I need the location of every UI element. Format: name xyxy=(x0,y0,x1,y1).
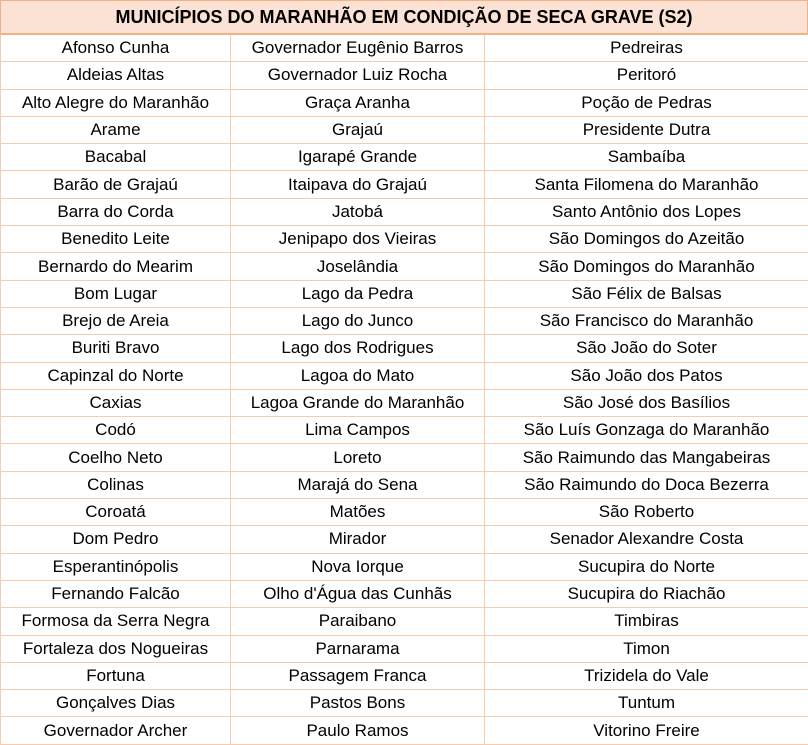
municipality-cell[interactable]: Graça Aranha xyxy=(231,89,485,116)
municipality-cell[interactable]: Barão de Grajaú xyxy=(1,171,231,198)
table-title: MUNICÍPIOS DO MARANHÃO EM CONDIÇÃO DE SECA GRAVE (S2) xyxy=(0,0,808,34)
municipality-cell[interactable]: Joselândia xyxy=(231,253,485,280)
table-row xyxy=(1,526,808,553)
municipality-cell[interactable]: Timon xyxy=(485,635,808,662)
municipality-cell[interactable]: Governador Eugênio Barros xyxy=(231,35,485,62)
municipality-cell[interactable]: Parnarama xyxy=(231,635,485,662)
table-row xyxy=(1,499,808,526)
municipality-cell[interactable]: Caxias xyxy=(1,389,231,416)
municipality-cell[interactable]: Afonso Cunha xyxy=(1,35,231,62)
municipality-cell[interactable]: Lagoa do Mato xyxy=(231,362,485,389)
municipality-cell[interactable]: Lago do Junco xyxy=(231,307,485,334)
table-row xyxy=(1,226,808,253)
municipality-cell[interactable]: Matões xyxy=(231,499,485,526)
municipality-cell[interactable]: Igarapé Grande xyxy=(231,144,485,171)
table-row xyxy=(1,444,808,471)
table-row xyxy=(1,253,808,280)
municipality-cell[interactable]: Fortuna xyxy=(1,662,231,689)
table-row xyxy=(1,553,808,580)
municipality-cell[interactable]: Vitorino Freire xyxy=(485,717,808,744)
municipality-cell[interactable]: Governador Archer xyxy=(1,717,231,744)
table-row xyxy=(1,89,808,116)
municipality-cell[interactable]: Sucupira do Norte xyxy=(485,553,808,580)
table-body xyxy=(1,35,808,744)
municipality-cell[interactable]: São Roberto xyxy=(485,499,808,526)
municipality-cell[interactable]: Timbiras xyxy=(485,608,808,635)
municipality-cell[interactable]: Santa Filomena do Maranhão xyxy=(485,171,808,198)
table-row xyxy=(1,662,808,689)
municipality-cell[interactable]: Passagem Franca xyxy=(231,662,485,689)
municipality-cell[interactable]: Fernando Falcão xyxy=(1,580,231,607)
municipality-cell[interactable]: Nova Iorque xyxy=(231,553,485,580)
municipality-cell[interactable]: Sambaíba xyxy=(485,144,808,171)
table-row xyxy=(1,389,808,416)
table-row xyxy=(1,608,808,635)
municipality-cell[interactable]: Tuntum xyxy=(485,690,808,717)
municipality-cell[interactable]: Bacabal xyxy=(1,144,231,171)
municipality-cell[interactable]: Jatobá xyxy=(231,198,485,225)
table-row xyxy=(1,144,808,171)
municipality-cell[interactable]: Capinzal do Norte xyxy=(1,362,231,389)
table-row xyxy=(1,35,808,62)
municipality-cell[interactable]: Paulo Ramos xyxy=(231,717,485,744)
table-row xyxy=(1,171,808,198)
municipality-cell[interactable]: Pedreiras xyxy=(485,35,808,62)
table-row xyxy=(1,580,808,607)
municipality-cell[interactable]: São Domingos do Maranhão xyxy=(485,253,808,280)
municipality-cell[interactable]: Santo Antônio dos Lopes xyxy=(485,198,808,225)
municipality-cell[interactable]: Aldeias Altas xyxy=(1,62,231,89)
municipality-cell[interactable]: Marajá do Sena xyxy=(231,471,485,498)
table-row xyxy=(1,717,808,744)
municipality-cell[interactable]: Pastos Bons xyxy=(231,690,485,717)
table-row xyxy=(1,635,808,662)
municipality-cell[interactable]: Grajaú xyxy=(231,116,485,143)
municipality-cell[interactable]: Brejo de Areia xyxy=(1,307,231,334)
municipality-cell[interactable]: Gonçalves Dias xyxy=(1,690,231,717)
table-row xyxy=(1,62,808,89)
municipality-cell[interactable]: São Domingos do Azeitão xyxy=(485,226,808,253)
municipality-cell[interactable]: Fortaleza dos Nogueiras xyxy=(1,635,231,662)
municipality-cell[interactable]: Lago dos Rodrigues xyxy=(231,335,485,362)
municipality-cell[interactable]: Trizidela do Vale xyxy=(485,662,808,689)
table-row xyxy=(1,280,808,307)
municipality-cell[interactable]: Olho d'Água das Cunhãs xyxy=(231,580,485,607)
table-row xyxy=(1,362,808,389)
municipality-cell[interactable]: Arame xyxy=(1,116,231,143)
municipality-cell[interactable]: Benedito Leite xyxy=(1,226,231,253)
table-row xyxy=(1,335,808,362)
municipality-cell[interactable]: Senador Alexandre Costa xyxy=(485,526,808,553)
municipality-cell[interactable]: São Luís Gonzaga do Maranhão xyxy=(485,417,808,444)
table-row xyxy=(1,198,808,225)
table-row xyxy=(1,417,808,444)
municipality-cell[interactable]: São Raimundo do Doca Bezerra xyxy=(485,471,808,498)
municipality-cell[interactable]: Formosa da Serra Negra xyxy=(1,608,231,635)
municipality-cell[interactable]: Lagoa Grande do Maranhão xyxy=(231,389,485,416)
municipality-cell[interactable]: Lima Campos xyxy=(231,417,485,444)
municipality-cell[interactable]: São Raimundo das Mangabeiras xyxy=(485,444,808,471)
municipality-cell[interactable]: Buriti Bravo xyxy=(1,335,231,362)
municipality-cell[interactable]: São João dos Patos xyxy=(485,362,808,389)
table-row xyxy=(1,307,808,334)
municipality-cell[interactable]: Lago da Pedra xyxy=(231,280,485,307)
municipality-cell[interactable]: Presidente Dutra xyxy=(485,116,808,143)
municipality-cell[interactable]: Alto Alegre do Maranhão xyxy=(1,89,231,116)
municipalities-table xyxy=(0,35,808,745)
municipality-cell[interactable]: Peritoró xyxy=(485,62,808,89)
municipality-cell[interactable]: São José dos Basílios xyxy=(485,389,808,416)
municipality-cell[interactable]: Dom Pedro xyxy=(1,526,231,553)
municipality-cell[interactable]: Coroatá xyxy=(1,499,231,526)
municipality-cell[interactable]: Sucupira do Riachão xyxy=(485,580,808,607)
municipality-cell[interactable]: Jenipapo dos Vieiras xyxy=(231,226,485,253)
municipality-cell[interactable]: Bom Lugar xyxy=(1,280,231,307)
municipality-cell[interactable]: Poção de Pedras xyxy=(485,89,808,116)
municipality-cell[interactable]: São João do Soter xyxy=(485,335,808,362)
table-row xyxy=(1,116,808,143)
municipality-cell[interactable]: Barra do Corda xyxy=(1,198,231,225)
municipality-cell[interactable]: Coelho Neto xyxy=(1,444,231,471)
table-row xyxy=(1,690,808,717)
municipality-cell[interactable]: Colinas xyxy=(1,471,231,498)
municipality-cell[interactable]: São Félix de Balsas xyxy=(485,280,808,307)
municipality-cell[interactable]: Paraibano xyxy=(231,608,485,635)
municipality-cell[interactable]: Loreto xyxy=(231,444,485,471)
municipality-cell[interactable]: Bernardo do Mearim xyxy=(1,253,231,280)
municipality-cell[interactable]: São Francisco do Maranhão xyxy=(485,307,808,334)
municipality-cell[interactable]: Itaipava do Grajaú xyxy=(231,171,485,198)
municipality-cell[interactable]: Governador Luiz Rocha xyxy=(231,62,485,89)
municipality-cell[interactable]: Codó xyxy=(1,417,231,444)
municipality-cell[interactable]: Mirador xyxy=(231,526,485,553)
table-row xyxy=(1,471,808,498)
municipality-cell[interactable]: Esperantinópolis xyxy=(1,553,231,580)
